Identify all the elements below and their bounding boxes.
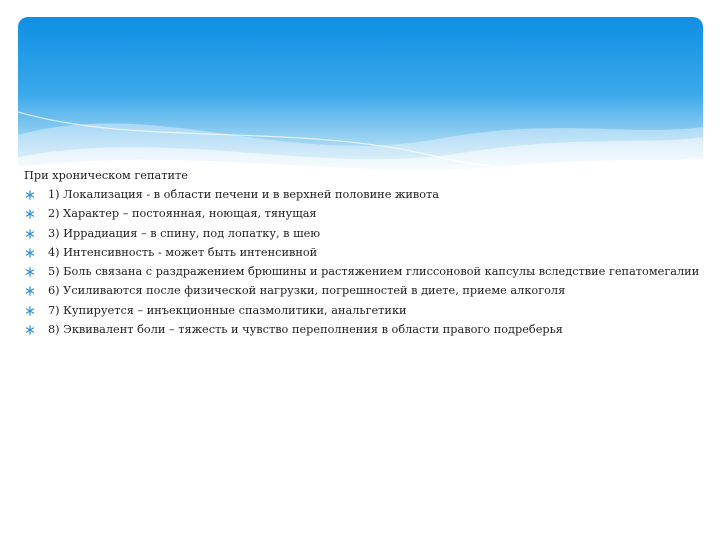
list-item-text: 1) Локализация - в области печени и в верхней половине живота <box>48 188 440 201</box>
list-item-text: 6) Усиливаются после физической нагрузки, погрешностей в диете, приеме алкоголя <box>48 284 566 298</box>
list-item <box>24 224 704 243</box>
slide-heading: При хроническом гепатите <box>24 169 188 182</box>
slide-content <box>24 166 704 339</box>
list-item-text: 2) Характер – постоянная, ноющая, тянущая <box>48 207 317 221</box>
list-item <box>24 262 704 281</box>
list-item <box>24 281 704 300</box>
list-item <box>24 243 704 262</box>
asterisk-bullet-icon <box>25 262 37 281</box>
list-item <box>24 320 704 339</box>
list-item-text: 8) Эквивалент боли – тяжесть и чувство переполнения в области правого подреберья <box>48 323 563 337</box>
list-item-text: 5) Боль связана с раздражением брюшины и растяжением глиссоновой капсулы вследствие гепатомегалии <box>48 265 700 279</box>
header-band <box>18 17 703 187</box>
asterisk-bullet-icon <box>25 204 37 223</box>
list-item <box>24 204 704 223</box>
list-item <box>24 301 704 320</box>
list-item-text: 3) Иррадиация – в спину, под лопатку, в шею <box>48 226 321 240</box>
asterisk-bullet-icon <box>25 185 37 204</box>
asterisk-bullet-icon <box>25 281 37 300</box>
list-item-text: 7) Купируется – инъекционные спазмолитики, анальгетики <box>48 303 407 317</box>
asterisk-bullet-icon <box>25 224 37 243</box>
header-wave-decoration <box>18 17 703 187</box>
list-item-text: 4) Интенсивность - может быть интенсивной <box>48 245 318 259</box>
asterisk-bullet-icon <box>25 320 37 339</box>
asterisk-bullet-icon <box>25 243 37 262</box>
asterisk-bullet-icon <box>25 301 37 320</box>
bullet-list <box>24 185 704 339</box>
list-item <box>24 185 704 204</box>
